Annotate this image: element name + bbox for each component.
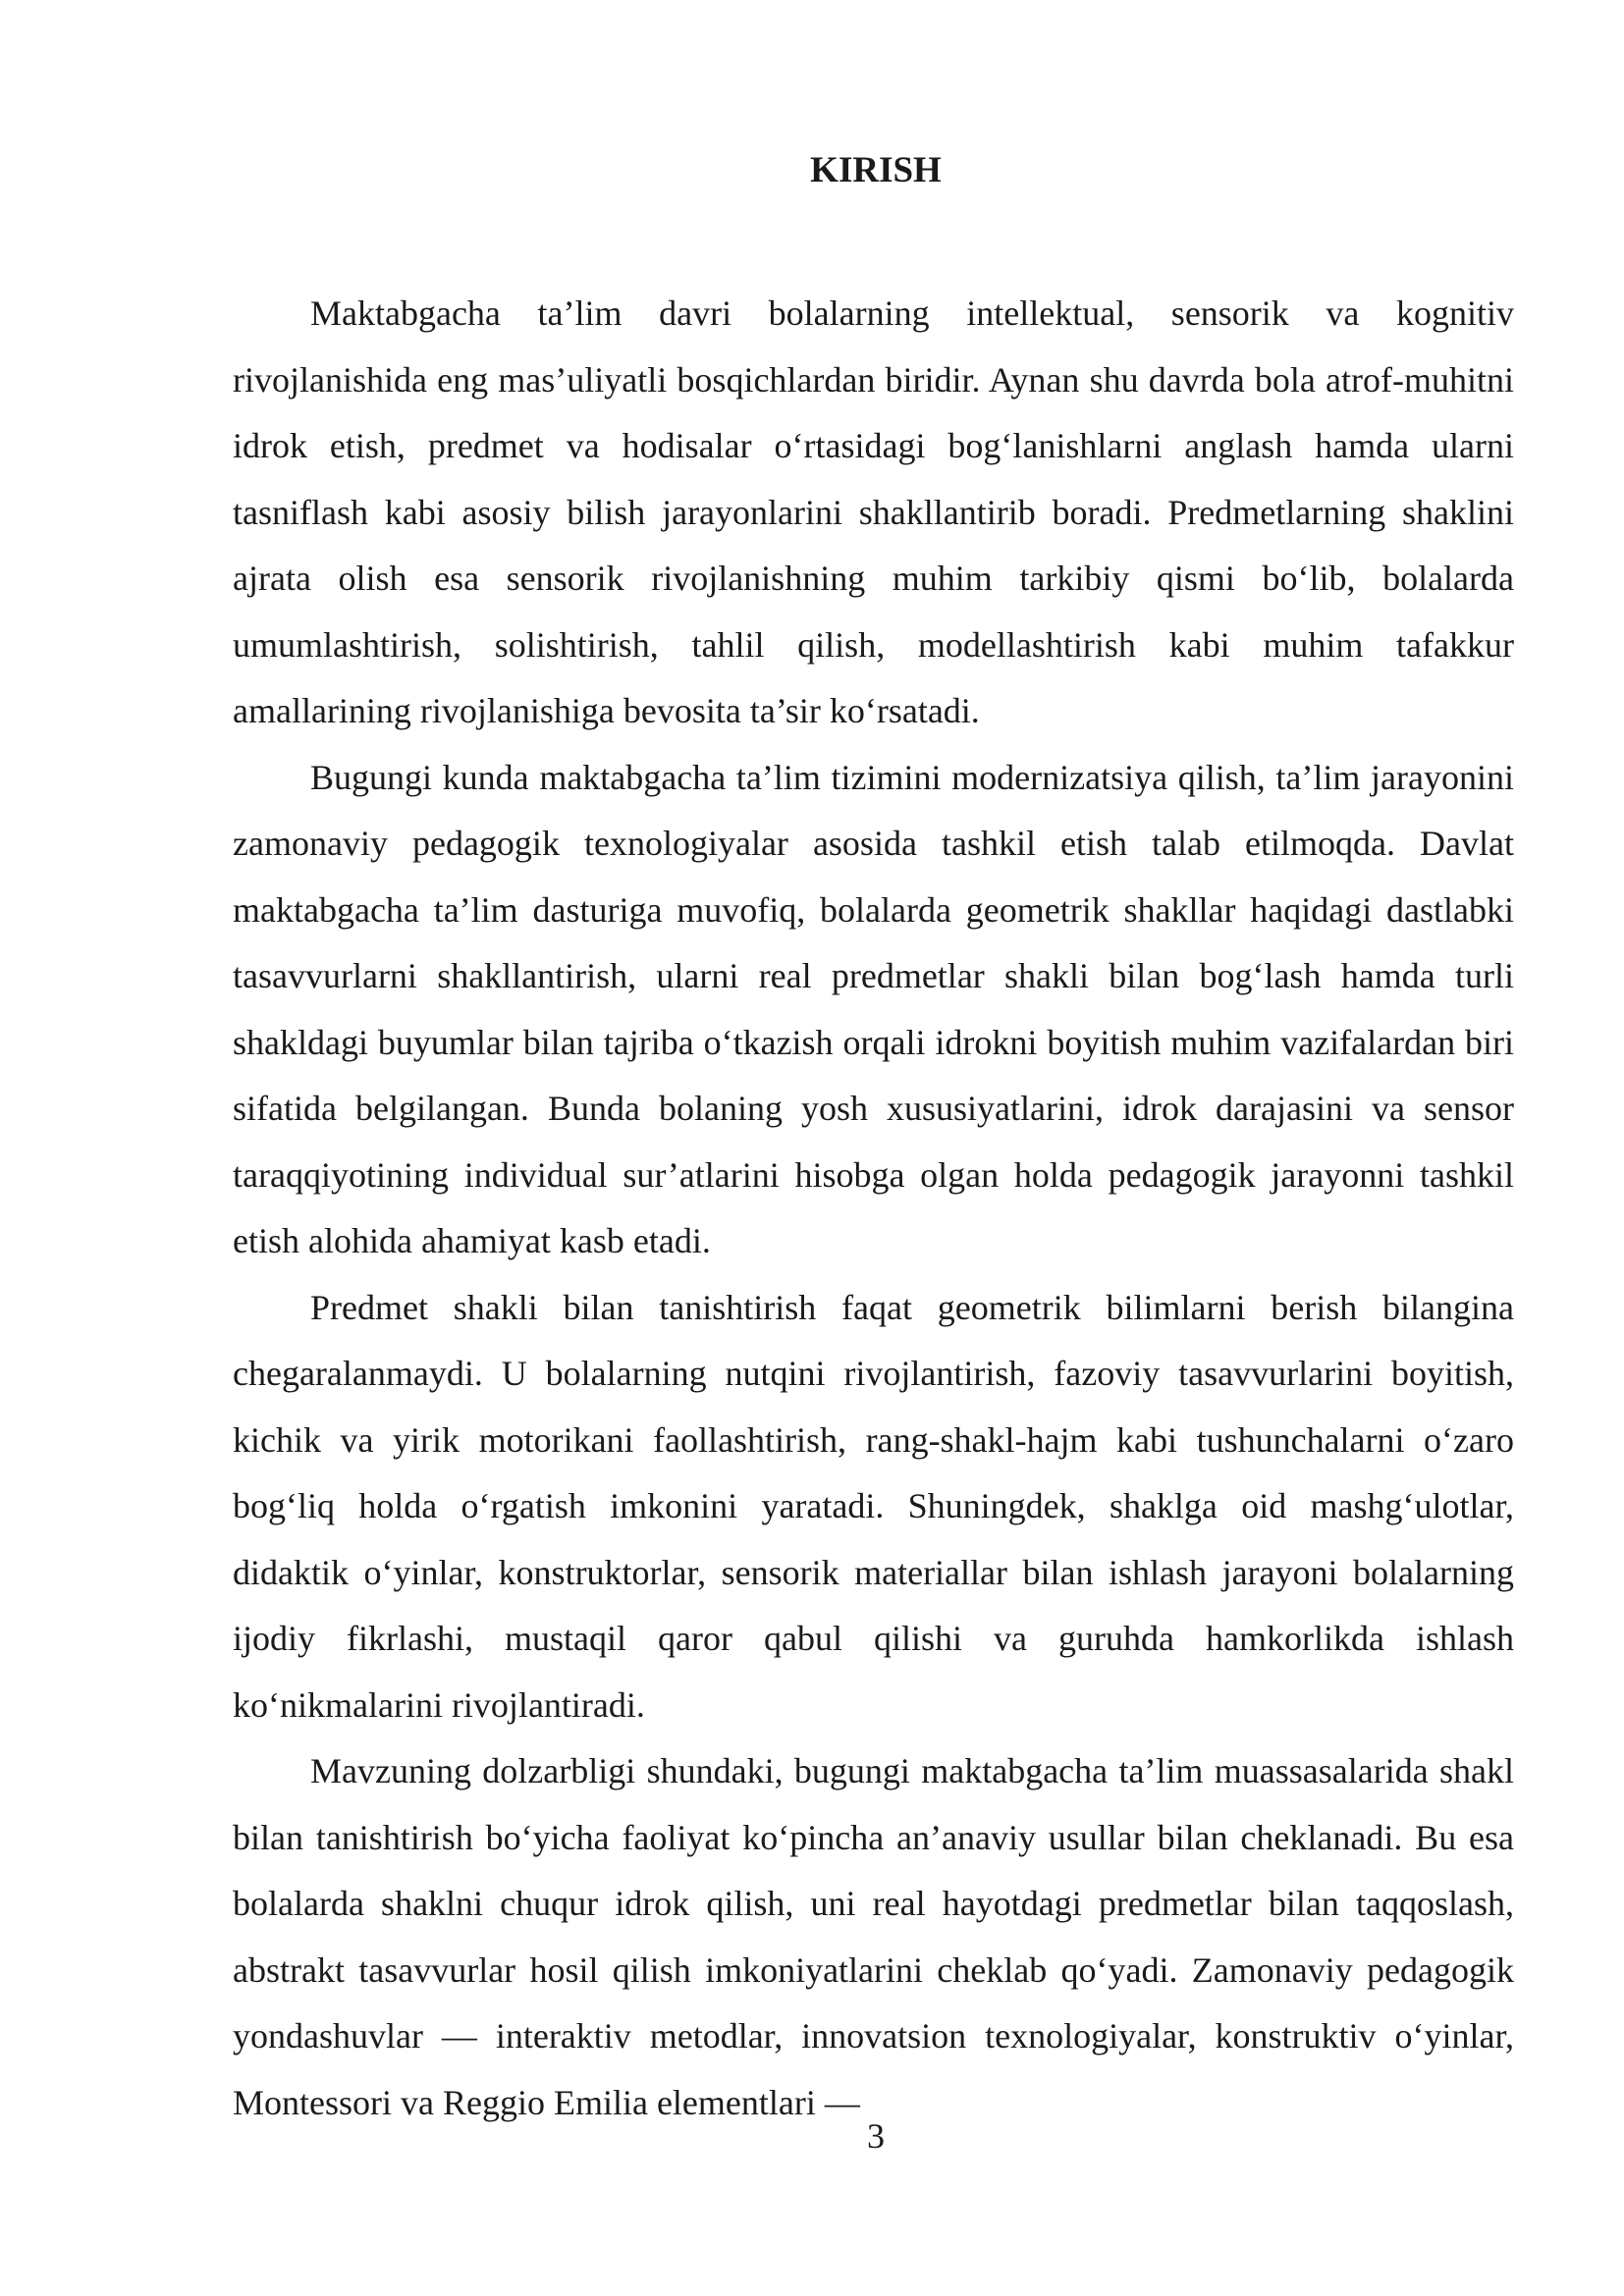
- paragraph-2: Bugungi kunda maktabgacha ta’lim tizimini modernizatsiya qilish, ta’lim jarayonini zamonaviy pedagogik texnologiyalar asosida tashkil etish talab etilmoqda. Davlat maktabgacha ta’lim dasturiga muvofiq, bolalarda geometrik shakllar haqidagi dastlabki tasavvurlarni shakllantirish, ularni real predmetlar shakli bilan bog‘lash hamda turli shakldagi buyumlar bilan tajriba o‘tkazish orqali idrokni boyitish muhim vazifalardan biri sifatida belgilangan. Bunda bolaning yosh xususiyatlarini, idrok darajasini va sensor taraqqiyotining individual sur’atlarini hisobga olgan holda pedagogik jarayonni tashkil etish alohida ahamiyat kasb etadi.: [233, 757, 1514, 1260]
- page-number: 3: [867, 2116, 885, 2156]
- paragraph-1: Maktabgacha ta’lim davri bolalarning intellektual, sensorik va kognitiv rivojlanishida eng mas’uliyatli bosqichlardan biridir. Aynan shu davrda bola atrof-muhitni idrok etish, predmet va hodisalar o‘rtasidagi bog‘lanishlarni anglash hamda ularni tasniflash kabi asosiy bilish jarayonlarini shakllantirib boradi. Predmetlarning shaklini ajrata olish esa sensorik rivojlanishning muhim tarkibiy qismi bo‘lib, bolalarda umumlashtirish, solishtirish, tahlil qilish, modellashtirish kabi muhim tafakkur amallarining rivojlanishiga bevosita ta’sir ko‘rsatadi.: [233, 294, 1514, 730]
- page-title: KIRISH: [810, 150, 942, 190]
- paragraph-3: Predmet shakli bilan tanishtirish faqat geometrik bilimlarni berish bilangina chegaralanmaydi. U bolalarning nutqini rivojlantirish, fazoviy tasavvurlarini boyitish, kichik va yirik motorikani faollashtirish, rang-shakl-hajm kabi tushunchalarni o‘zaro bog‘liq holda o‘rgatish imkonini yaratadi. Shuningdek, shaklga oid mashg‘ulotlar, didaktik o‘yinlar, konstruktorlar, sensorik materiallar bilan ishlash jarayoni bolalarning ijodiy fikrlashi, mustaqil qaror qabul qilishi va guruhda hamkorlikda ishlash ko‘nikmalarini rivojlantiradi.: [233, 1287, 1514, 1725]
- paragraph-4: Mavzuning dolzarbligi shundaki, bugungi maktabgacha ta’lim muassasalarida shakl bilan tanishtirish bo‘yicha faoliyat ko‘pincha an’anaviy usullar bilan cheklanadi. Bu esa bolalarda shaklni chuqur idrok qilish, uni real hayotdagi predmetlar bilan taqqoslash, abstrakt tasavvurlar hosil qilish imkoniyatlarini cheklab qo‘yadi. Zamonaviy pedagogik yondashuvlar — interaktiv metodlar, innovatsion texnologiyalar, konstruktiv o‘yinlar, Montessori va Reggio Emilia elementlari —: [233, 1751, 1514, 2122]
- body-text: [233, 281, 1514, 2136]
